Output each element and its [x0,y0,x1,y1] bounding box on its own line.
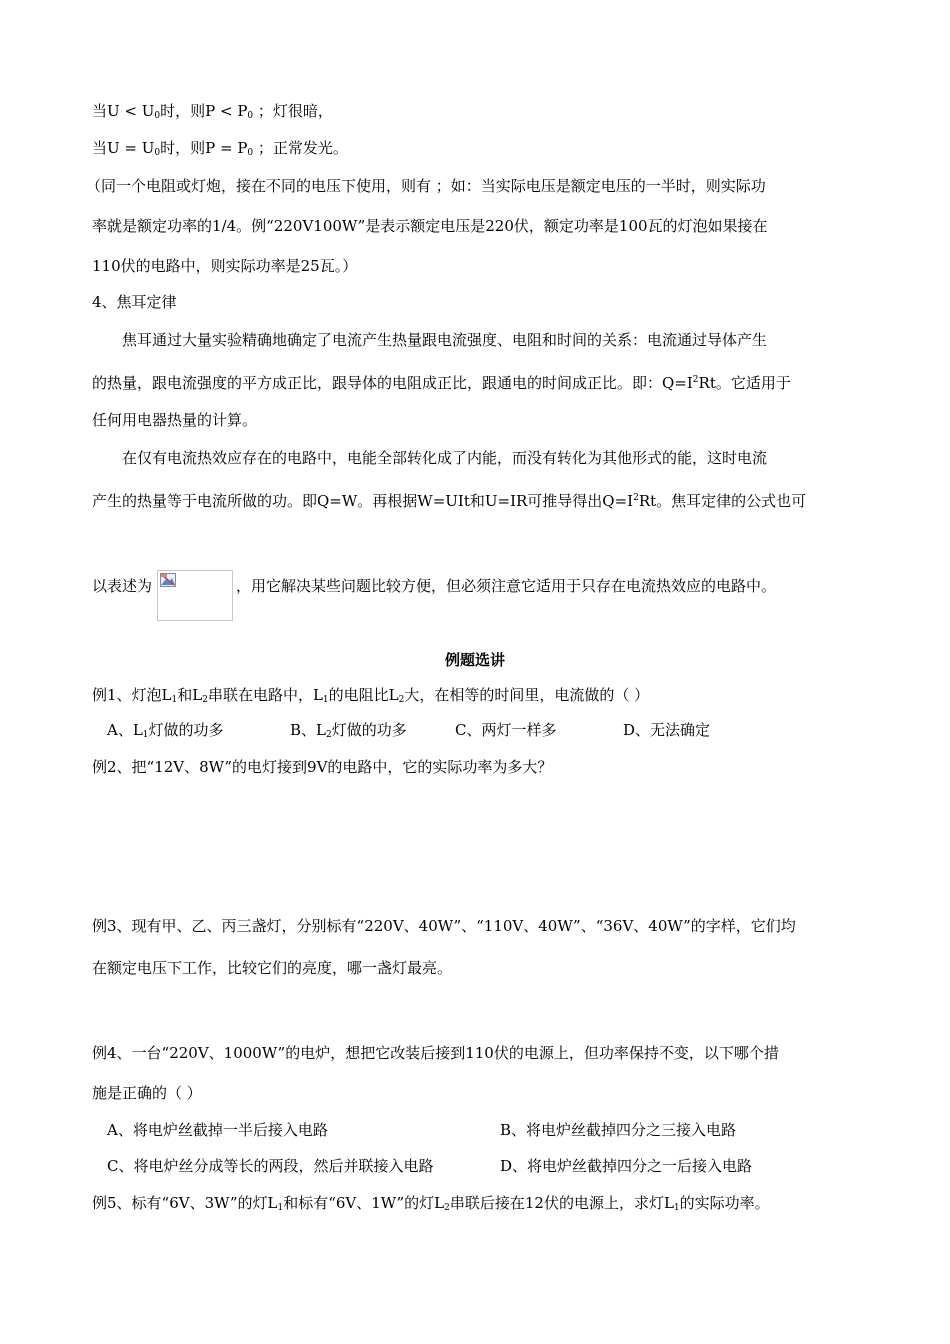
joule-para1-line2: 的热量，跟电流强度的平方成正比，跟导体的电阻成正比，跟通电的时间成正比。即：$Q=I^2Rt$。它适用于 [92,374,791,392]
example-1-option-b: B、$L_2$灯做的功多 [290,721,407,740]
example-4-option-a: A、将电炉丝截掉一半后接入电路 [107,1121,328,1139]
example-5-question: 例5、标有“6V、3W”的灯$L_1$和标有“6V、1W”的灯$L_2$串联后接在12伏的电源上，求灯$L_1$的实际功率。 [92,1194,770,1213]
example-1-question: 例1、灯泡$L_1$和$L_2$串联在电路中，$L_1$的电阻比$L_2$大，在相等的时间里，电流做的（ ） [92,686,650,705]
broken-image-icon [157,570,233,621]
example-3-line2: 在额定电压下工作，比较它们的亮度，哪一盏灯最亮。 [92,959,453,977]
examples-title: 例题选讲 [444,651,505,669]
example-4-option-d: D、将电炉丝截掉四分之一后接入电路 [500,1157,753,1175]
example-1-option-d: D、无法确定 [623,721,711,739]
note-line-2: 率就是额定功率的1/4。例“220V100W”是表示额定电压是220伏，额定功率是100瓦的灯泡如果接在 [92,217,768,235]
example-3-line1: 例3、现有甲、乙、丙三盏灯，分别标有“220V、40W”、“110V、40W”、“36V、40W”的字样，它们均 [92,917,796,935]
note-line-1: （同一个电阻或灯炮，接在不同的电压下使用，则有 ；如：当实际电压是额定电压的一半时，则实际功 [86,177,766,195]
joule-para2-line3-prefix: 以表述为 [92,577,153,595]
joule-para2-line3-suffix: ，用它解决某些问题比较方便，但必须注意它适用于只存在电流热效应的电路中。 [236,577,777,595]
joule-para2-line1: 在仅有电流热效应存在的电路中，电能全部转化成了内能，而没有转化为其他形式的能，这时电流 [122,449,768,467]
joule-para1-line3: 任何用电器热量的计算。 [92,411,258,429]
section-heading-joule: 4、焦耳定律 [92,293,177,311]
example-4-line2: 施是正确的（ ） [92,1084,202,1102]
note-line-3: 110伏的电路中，则实际功率是25瓦。） [92,257,358,275]
example-4-option-c: C、将电炉丝分成等长的两段，然后并联接入电路 [107,1157,434,1175]
condition-line-dim: 当$U < U_0$时，则$P < P_0$ ；灯很暗， [92,102,333,121]
example-1-option-a: A、$L_1$灯做的功多 [107,721,224,740]
example-2-question: 例2、把“12V、8W”的电灯接到9V的电路中，它的实际功率为多大？ [92,758,553,776]
example-4-line1: 例4、一台“220V、1000W”的电炉，想把它改装后接到110伏的电源上，但功率保持不变，以下哪个措 [92,1044,779,1062]
example-4-option-b: B、将电炉丝截掉四分之三接入电路 [500,1121,737,1139]
joule-para1-line1: 焦耳通过大量实验精确地确定了电流产生热量跟电流强度、电阻和时间的关系：电流通过导体产生 [122,331,768,349]
condition-line-normal: 当$U = U_0$时，则$P = P_0$ ；正常发光。 [92,139,348,158]
joule-para2-line2: 产生的热量等于电流所做的功。即Q=W。再根据W=UIt和U=IR可推导得出$Q=I^2Rt$。焦耳定律的公式也可 [92,492,807,510]
example-1-option-c: C、两灯一样多 [455,721,557,739]
